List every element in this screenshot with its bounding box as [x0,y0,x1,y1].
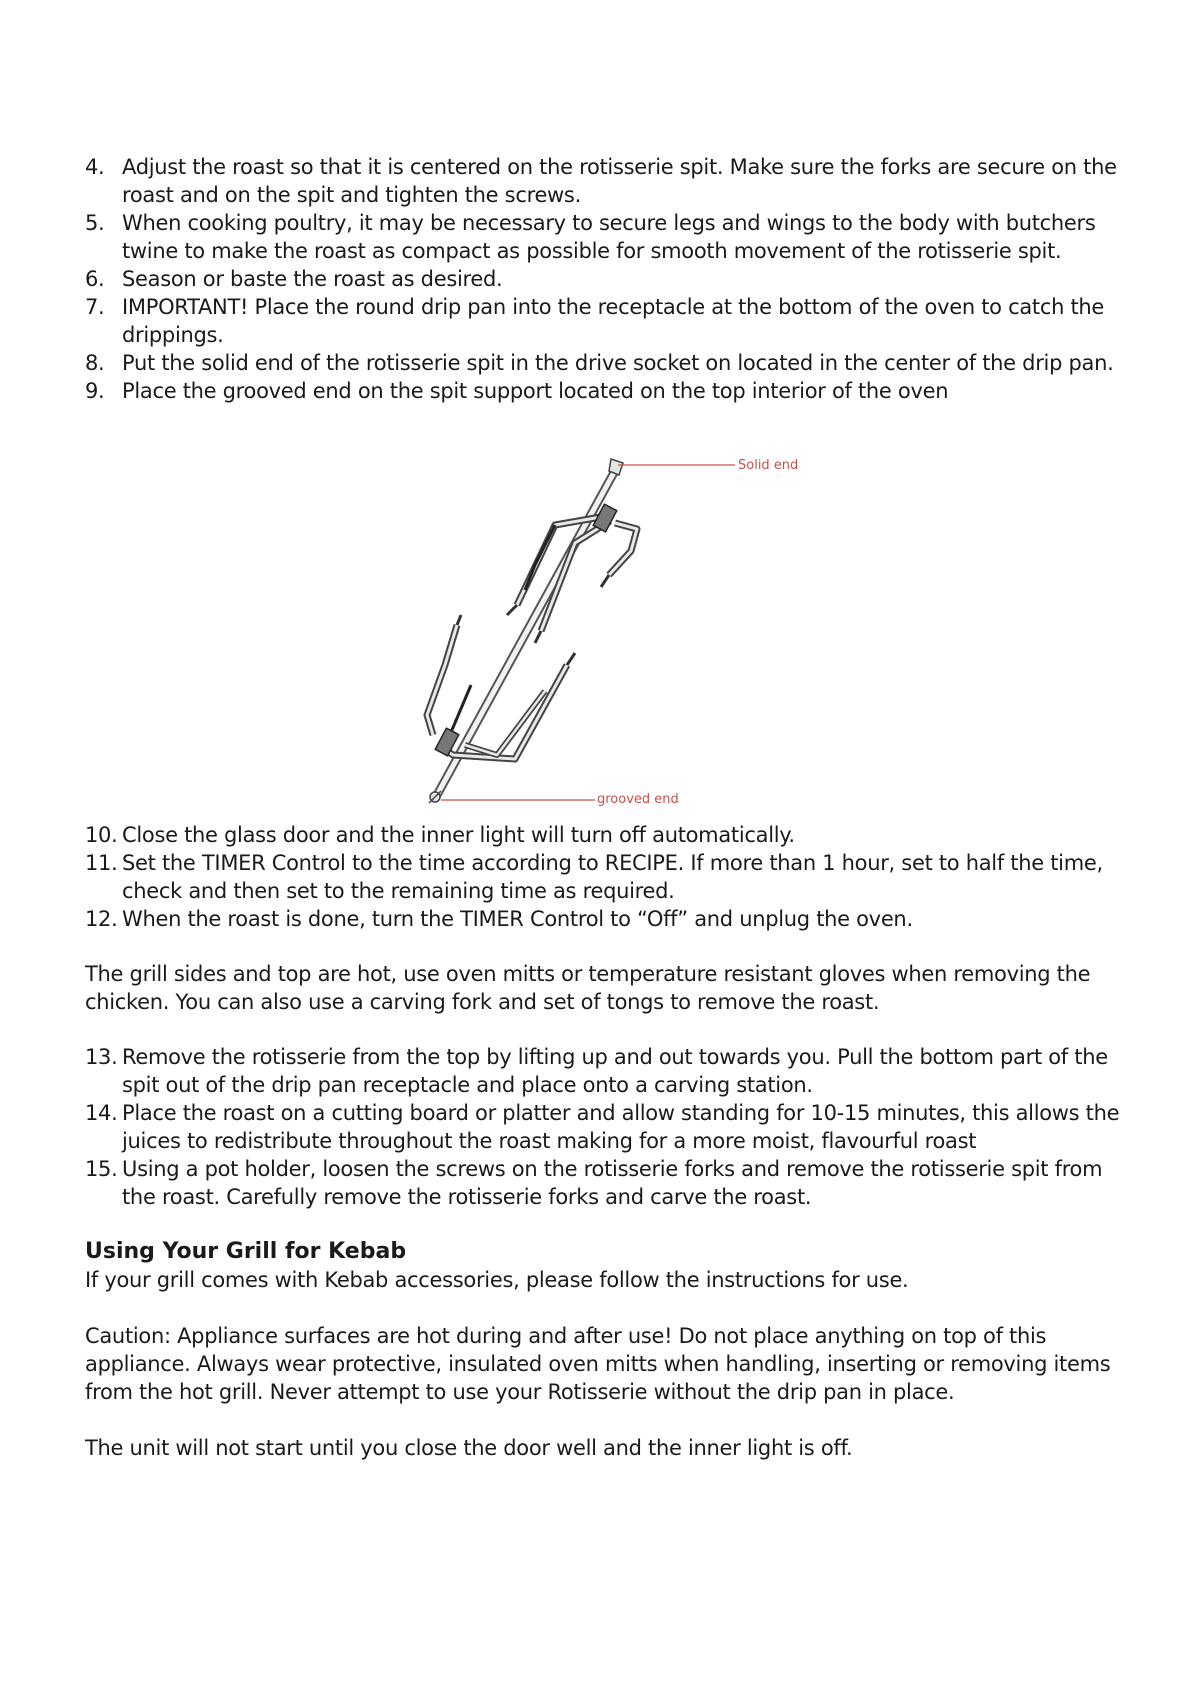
upper-fork [507,504,637,643]
list-item [85,1099,1125,1155]
step-text: Using a pot holder, loosen the screws on the rotisserie forks and remove the rotisserie spit from the roast. Carefully remove the rotisserie forks and carve the roast. [122,1157,1103,1209]
list-item [85,1155,1125,1211]
step-text: Remove the rotisserie from the top by lifting up and out towards you. Pull the bottom part of the spit out of the drip pan receptacle and place onto a carving station. [122,1045,1108,1097]
step-text: When cooking poultry, it may be necessary to secure legs and wings to the body with butchers twine to make the roast as compact as possible for smooth movement of the rotisserie spit. [122,211,1096,263]
hot-surfaces-paragraph: The grill sides and top are hot, use oven mitts or temperature resistant gloves when removing the chicken. You can also use a carving fork and set of tongs to remove the roast. [85,962,1091,1014]
step-text: Place the grooved end on the spit support located on the top interior of the oven [122,379,949,403]
step-number: 9. [85,379,105,403]
steps-list-10-12 [85,821,1125,933]
step-number: 8. [85,351,105,375]
step-text: Place the roast on a cutting board or platter and allow standing for 10-15 minutes, this allows the juices to redistribute throughout the roast making for a more moist, flavourful roast [122,1101,1120,1153]
grooved-end-label: grooved end [597,792,679,807]
kebab-paragraph: If your grill comes with Kebab accessories, please follow the instructions for use. [85,1268,909,1292]
step-text: Close the glass door and the inner light will turn off automatically. [122,823,795,847]
list-item [85,377,1125,405]
kebab-section-heading: Using Your Grill for Kebab [85,1239,407,1264]
spit-rod [437,459,623,795]
step-text: IMPORTANT! Place the round drip pan into the receptacle at the bottom of the oven to catch the drippings. [122,295,1105,347]
step-number: 4. [85,155,105,179]
step-number: 12. [85,907,118,931]
list-item [85,821,1125,849]
step-number: 6. [85,267,105,291]
door-note-paragraph: The unit will not start until you close the door well and the inner light is off. [85,1436,853,1460]
step-text: When the roast is done, turn the TIMER Control to “Off” and unplug the oven. [122,907,913,931]
step-number: 11. [85,851,118,875]
steps-list-4-9 [85,153,1125,405]
list-item [85,1043,1125,1099]
step-text: Set the TIMER Control to the time according to RECIPE. If more than 1 hour, set to half the time, check and then set to the remaining time as required. [122,851,1103,903]
list-item [85,905,1125,933]
list-item [85,349,1125,377]
solid-end-label: Solid end [738,458,799,473]
step-number: 10. [85,823,118,847]
spit-grooved-tip [429,791,441,803]
caution-paragraph: Caution: Appliance surfaces are hot during and after use! Do not place anything on top of this appliance. Always wear protective, insulated oven mitts when handling, inserting or removing items from the hot grill. Never attempt to use your Rotisserie without the drip pan in place. [85,1324,1111,1404]
step-text: Put the solid end of the rotisserie spit in the drive socket on located in the center of the drip pan. [122,351,1114,375]
step-number: 5. [85,211,105,235]
steps-list-13-15 [85,1043,1125,1211]
step-text: Adjust the roast so that it is centered on the rotisserie spit. Make sure the forks are secure on the roast and on the spit and tighten the screws. [122,155,1117,207]
step-text: Season or baste the roast as desired. [122,267,503,291]
rotisserie-spit-diagram [405,455,845,815]
list-item [85,293,1125,349]
step-number: 15. [85,1157,118,1181]
list-item [85,849,1125,905]
step-number: 14. [85,1101,118,1125]
list-item [85,265,1125,293]
step-number: 13. [85,1045,118,1069]
step-number: 7. [85,295,105,319]
list-item [85,209,1125,265]
list-item [85,153,1125,209]
